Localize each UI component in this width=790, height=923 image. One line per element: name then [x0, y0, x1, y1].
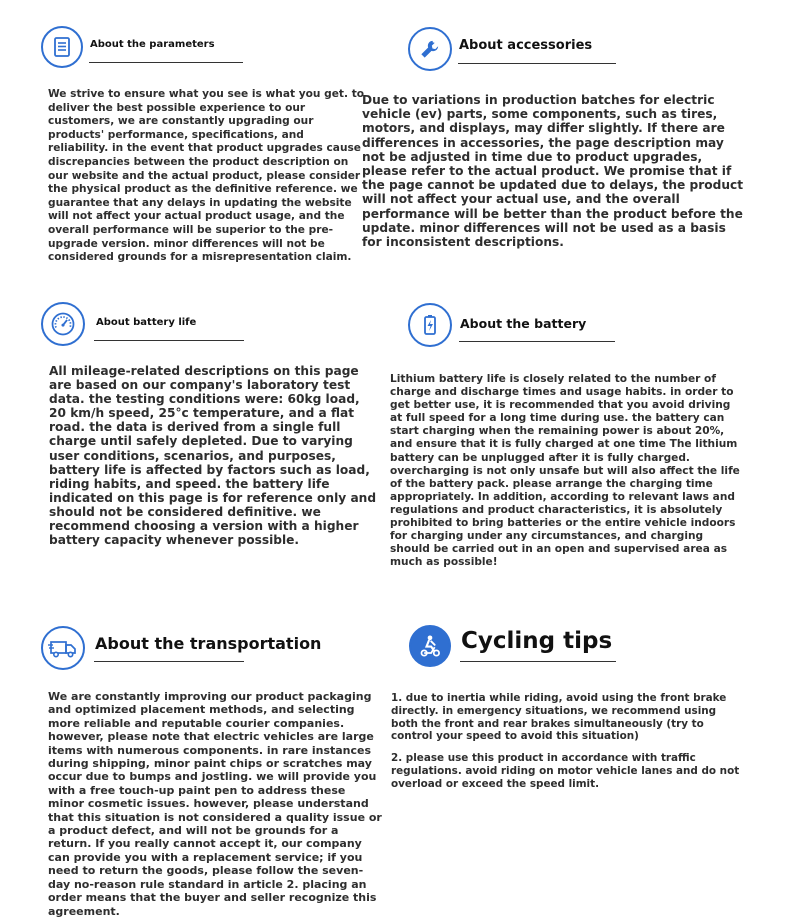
scooter-rider-icon: [409, 625, 451, 667]
parameters-divider: [89, 62, 243, 63]
battery-life-title: About battery life: [96, 317, 197, 328]
cycling-divider: [460, 661, 616, 662]
document-list-icon: [41, 26, 83, 68]
battery-life-body: All mileage-related descriptions on this page are based on our company's laboratory test data. the testing conditions were: 60kg load, 20 km/h speed, 25°c temperature, and a flat road. the data is derived from a single full charge until safely depleted. Due to varying user conditions, scenarios, and purposes, battery life is affected by factors such as load, riding habits, and speed. the battery life indicated on this page is for reference only and should not be considered definitive. we recommend choosing a version with a higher battery capacity whenever possible.: [49, 364, 377, 548]
delivery-truck-icon: [41, 626, 85, 670]
cycling-title: Cycling tips: [461, 628, 613, 654]
battery-life-divider: [94, 340, 244, 341]
accessories-divider: [458, 63, 616, 64]
battery-divider: [459, 341, 615, 342]
cycling-tips-list: [391, 692, 741, 800]
speedometer-icon: [41, 302, 85, 346]
accessories-body: Due to variations in production batches for electric vehicle (ev) parts, some components, such as tires, motors, and displays, may differ slightly. If there are differences in accessories, the page description may not be adjusted in time due to product upgrades, please refer to the actual product. We promise that if the page cannot be updated due to delays, the product will not affect your actual use, and the overall performance will be better than the product before the update. minor differences will not be used as a basis for inconsistent descriptions.: [362, 93, 744, 250]
accessories-title: About accessories: [459, 38, 593, 53]
battery-charging-icon: [408, 303, 452, 347]
transportation-title: About the transportation: [95, 634, 322, 653]
transportation-body: We are constantly improving our product packaging and optimized placement methods, and selecting more reliable and reputable courier companies. however, please note that electric vehicles are large items with numerous components. in rare instances during shipping, minor paint chips or scratches may occur due to bumps and jostling. we will provide you with a free touch-up paint pen to address these minor cosmetic issues. however, please understand that this situation is not considered a quality issue or a product defect, and will not be grounds for a return. If you really cannot accept it, our company can provide you with a replacement service; if you need to return the goods, please follow the seven-day no-reason rule standard in article 2. placing an order means that the buyer and seller recognize this agreement.: [48, 690, 382, 918]
wrench-icon: [408, 27, 452, 71]
battery-body: Lithium battery life is closely related to the number of charge and discharge times and usage habits. in order to get better use, it is recommended that you avoid driving at full speed for a long time during use. the battery can start charging when the remaining power is about 20%, and ensure that it is fully charged at one time The lithium battery can be unplugged after it is fully charged. overcharging is not only unsafe but will also affect the life of the battery pack. please arrange the charging time appropriately. In addition, according to relevant laws and regulations and product characteristics, it is absolutely prohibited to bring batteries or the entire vehicle indoors for charging under any circumstances, and charging should be carried out in an open and supervised area as much as possible!: [390, 373, 740, 569]
parameters-body: We strive to ensure what you see is what you get. to deliver the best possible experience to our customers, we are constantly upgrading our products' performance, specifications, and reliability. in the event that product upgrades cause discrepancies between the product description on our website and the actual product, please consider the physical product as the definitive reference. we guarantee that any delays in updating the website will not affect your actual product usage, and the overall performance will be superior to the pre-upgrade version. minor differences will not be considered grounds for a misrepresentation claim.: [48, 88, 365, 264]
battery-title: About the battery: [460, 316, 587, 331]
transportation-divider: [94, 661, 244, 662]
cycling-tip-2: 2. please use this product in accordance with traffic regulations. avoid riding on motor vehicle lanes and do not overload or exceed the speed limit.: [391, 752, 740, 790]
parameters-title: About the parameters: [90, 39, 215, 50]
cycling-tip-1: 1. due to inertia while riding, avoid using the front brake directly. in emergency situations, we recommend using both the front and rear brakes simultaneously (try to control your speed to avoid this situation): [391, 692, 727, 743]
